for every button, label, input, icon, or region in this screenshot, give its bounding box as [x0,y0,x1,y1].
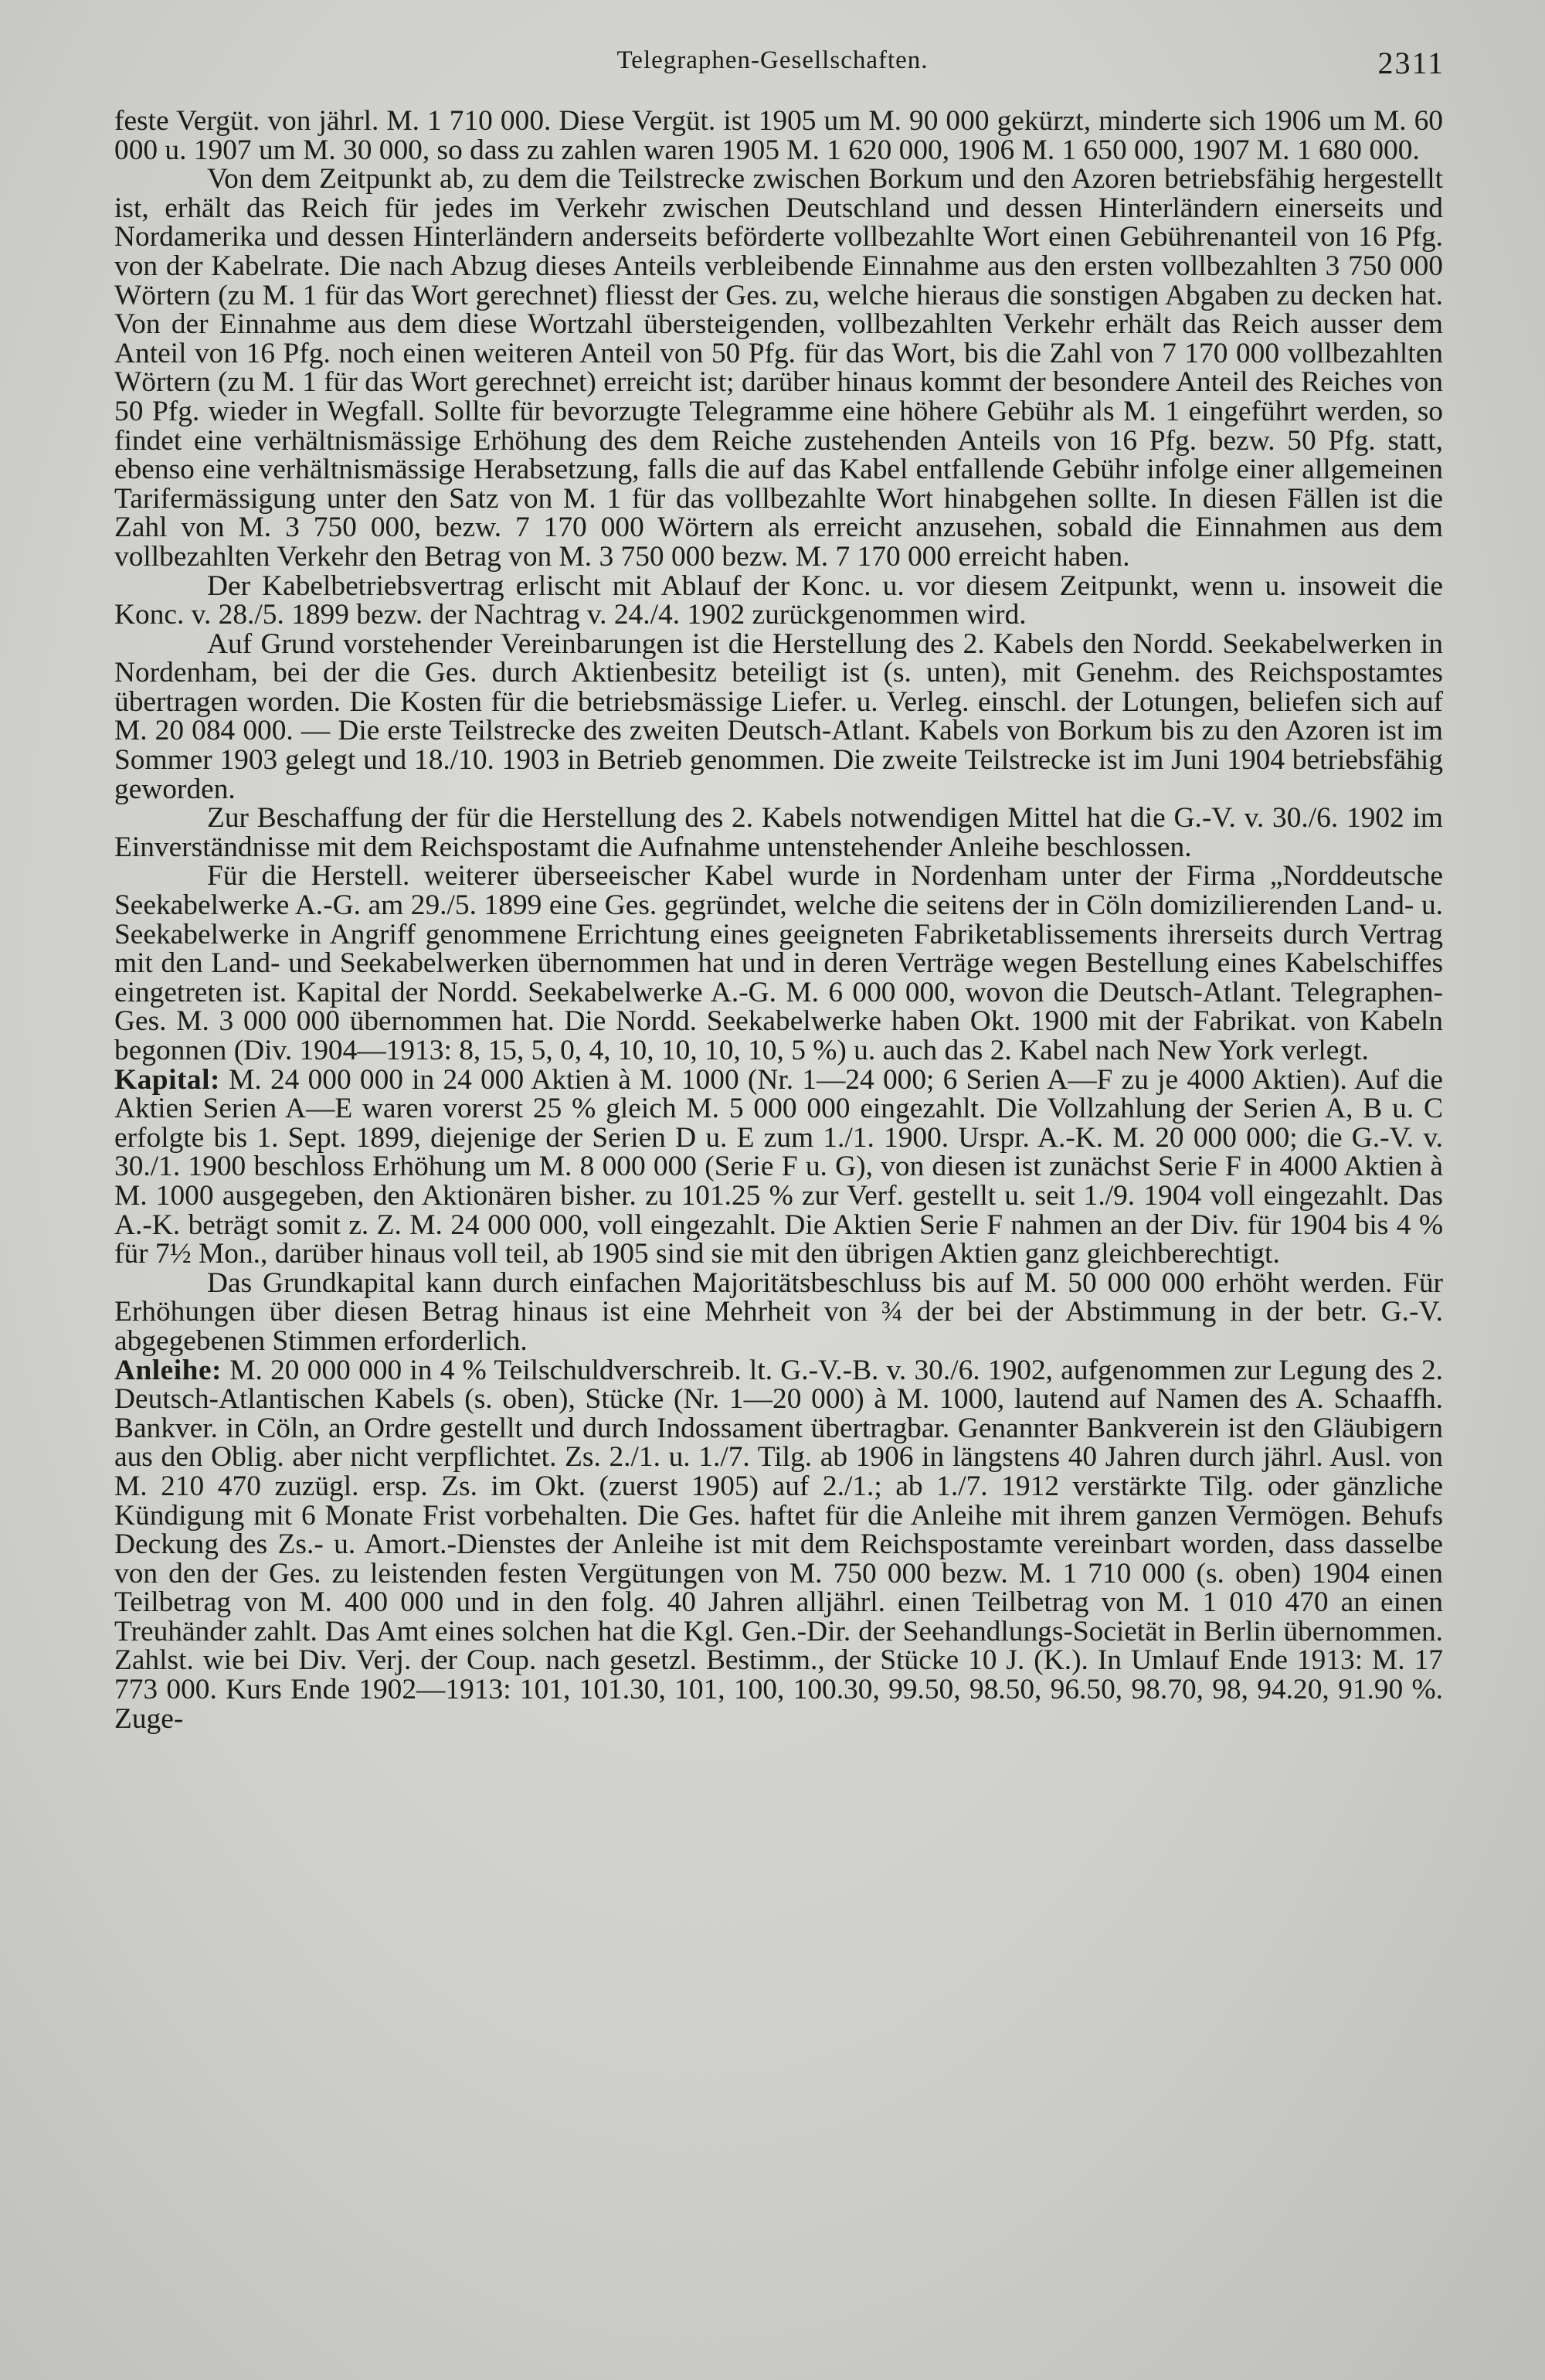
paragraph-second-cable: Auf Grund vorstehender Vereinbarungen ist die Herstellung des 2. Kabels den Nordd. Seekabelwerken in Nordenham, bei der die Ges. durch Aktienbesitz beteiligt ist (s. unten), mit Genehm. des Reichspostamtes übertragen worden. Die Kosten für die betriebsmässige Liefer. u. Verleg. einschl. der Lotungen, beliefen sich auf M. 20 084 000. — Die erste Teilstrecke des zweiten Deutsch-Atlant. Kabels von Borkum bis zu den Azoren ist im Sommer 1903 gelegt und 18./10. 1903 in Betrieb genommen. Die zweite Teilstrecke ist im Juni 1904 betriebsfähig geworden. [114,627,1443,805]
paragraph-financing: Zur Beschaffung der für die Herstellung des 2. Kabels notwendigen Mittel hat die G.-V. v. 30./6. 1902 im Einverständnisse mit dem Reichspostamt die Aufnahme untenstehender Anleihe beschlossen. [114,802,1443,863]
paragraph-fixed-payment: feste Vergüt. von jährl. M. 1 710 000. Diese Vergüt. ist 1905 um M. 90 000 gekürzt, minderte sich 1906 um M. 60 000 u. 1907 um M. 30 000, so dass zu zahlen waren 1905 M. 1 620 000, 1906 M. 1 650 000, 1907 M. 1 680 000. [114,105,1443,166]
paragraph-seekabelwerke: Für die Herstell. weiterer überseeischer Kabel wurde in Nordenham unter der Firma „Norddeutsche Seekabelwerke A.-G. am 29./5. 1899 eine Ges. gegründet, welche die seitens der in Cöln domizilierenden Land- u. Seekabelwerke in Angriff genommene Errichtung eines geeigneten Fabriketablissements ihrerseits durch Vertrag mit den Land- und Seekabelwerken übernommen hat und in deren Verträge wegen Bestellung eines Kabelschiffes eingetreten ist. Kapital der Nordd. Seekabelwerke A.-G. M. 6 000 000, wovon die Deutsch-Atlant. Telegraphen-Ges. M. 3 000 000 übernommen hat. Die Nordd. Seekabelwerke haben Okt. 1900 mit der Fabrikat. von Kabeln begonnen (Div. 1904—1913: 8, 15, 5, 0, 4, 10, 10, 10, 10, 5 %) u. auch das 2. Kabel nach New York verlegt. [114,860,1443,1066]
anleihe-text: M. 20 000 000 in 4 % Teilschuldverschreib. lt. G.-V.-B. v. 30./6. 1902, aufgenommen zur Legung des 2. Deutsch-Atlantischen Kabels (s. oben), Stücke (Nr. 1—20 000) à M. 1000, lautend auf Namen des A. Schaaffh. Bankver. in Cöln, an Ordre gestellt und durch Indossament übertragbar. Genannter Bankverein ist den Gläubigern aus den Oblig. aber nicht verpflichtet. Zs. 2./1. u. 1./7. Tilg. ab 1906 in längstens 40 Jahren durch jährl. Ausl. von M. 210 470 zuzügl. ersp. Zs. im Okt. (zuerst 1905) auf 2./1.; ab 1./7. 1912 verstärkte Tilg. oder gänzliche Kündigung mit 6 Monate Frist vorbehalten. Die Ges. haftet für die Anleihe mit ihrem ganzen Vermögen. Behufs Deckung des Zs.- u. Amort.-Dienstes der Anleihe ist mit dem Reichspostamte vereinbart worden, dass dasselbe von den der Ges. zu leistenden festen Vergütungen von M. 750 000 bezw. M. 1 710 000 (s. oben) 1904 einen Teilbetrag von M. 400 000 und in den folg. 40 Jahren alljährl. einen Teilbetrag von M. 1 010 470 an einen Treuhänder zahlt. Das Amt eines solchen hat die Kgl. Gen.-Dir. der Seehandlungs-Societät in Berlin übernommen. Zahlst. wie bei Div. Verj. der Coup. nach gesetzl. Bestimm., der Stücke 10 J. (K.). In Umlauf Ende 1913: M. 17 773 000. Kurs Ende 1902—1913: 101, 101.30, 101, 100, 100.30, 99.50, 98.50, 96.50, 98.70, 98, 94.20, 91.90 %. Zuge- [114,1354,1443,1735]
anleihe-label: Anleihe: [114,1354,222,1386]
anleihe-section [114,1356,1443,1734]
kapital-text: M. 24 000 000 in 24 000 Aktien à M. 1000 (Nr. 1—24 000; 6 Serien A—F zu je 4000 Aktien). Auf die Aktien Serien A—E waren vorerst 25 % gleich M. 5 000 000 eingezahlt. Die Vollzahlung der Serien A, B u. C erfolgte bis 1. Sept. 1899, diejenige der Serien D u. E zum 1./1. 1900. Urspr. A.-K. M. 20 000 000; die G.-V. v. 30./1. 1900 beschloss Erhöhung um M. 8 000 000 (Serie F u. G), von diesen ist zunächst Serie F in 4000 Aktien à M. 1000 ausgegeben, den Aktionären bisher. zu 101.25 % zur Verf. gestellt u. seit 1./9. 1904 voll eingezahlt. Das A.-K. beträgt somit z. Z. M. 24 000 000, voll eingezahlt. Die Aktien Serie F nahmen an der Div. für 1904 bis 4 % für 7½ Mon., darüber hinaus voll teil, ab 1905 sind sie mit den übrigen Aktien ganz gleichberechtigt. [114,1063,1443,1270]
paragraph-contract-expiry: Der Kabelbetriebsvertrag erlischt mit Ablauf der Konc. u. vor diesem Zeitpunkt, wenn u. insoweit die Konc. v. 28./5. 1899 bezw. der Nachtrag v. 24./4. 1902 zurückgenommen wird. [114,570,1443,631]
kapital-section [114,1063,1443,1270]
paragraph-revenue-share: Von dem Zeitpunkt ab, zu dem die Teilstrecke zwischen Borkum und den Azoren betriebsfähig hergestellt ist, erhält das Reich für jedes im Verkehr zwischen Deutschland und dessen Hinterländern einerseits und Nordamerika und dessen Hinterländern anderseits beförderte vollbezahlte Wort einen Gebührenanteil von 16 Pfg. von der Kabelrate. Die nach Abzug dieses Anteils verbleibende Einnahme aus den ersten vollbezahlten 3 750 000 Wörtern (zu M. 1 für das Wort gerechnet) fliesst der Ges. zu, welche hieraus die sonstigen Abgaben zu decken hat. Von der Einnahme aus dem diese Wortzahl übersteigenden, vollbezahlten Verkehr erhält das Reich ausser dem Anteil von 16 Pfg. noch einen weiteren Anteil von 50 Pfg. für das Wort, bis die Zahl von 7 170 000 vollbezahlten Wörtern (zu M. 1 für das Wort gerechnet) erreicht ist; darüber hinaus kommt der besondere Anteil des Reiches von 50 Pfg. wieder in Wegfall. Sollte für bevorzugte Telegramme eine höhere Gebühr als M. 1 eingeführt werden, so findet eine verhältnismässige Erhöhung des dem Reiche zustehenden Anteils von 16 Pfg. bezw. 50 Pfg. statt, ebenso eine verhältnismässige Herabsetzung, falls die auf das Kabel entfallende Gebühr infolge einer allgemeinen Tarifermässigung unter den Satz von M. 1 für das vollbezahlte Wort hinabgehen sollte. In diesen Fällen ist die Zahl von M. 3 750 000, bezw. 7 170 000 Wörtern als erreicht anzusehen, sobald die Einnahmen aus dem vollbezahlten Verkehr den Betrag von M. 3 750 000 bezw. M. 7 170 000 erreicht haben. [114,163,1443,573]
kapital-label: Kapital: [114,1063,220,1096]
running-title: Telegraphen-Gesellschaften. [616,46,929,74]
page-number: 2311 [1377,46,1445,80]
body-text [114,107,1443,1733]
kapital-note: Das Grundkapital kann durch einfachen Majoritätsbeschluss bis auf M. 50 000 000 erhöht werden. Für Erhöhungen über diesen Betrag hinaus ist eine Mehrheit von ¾ der bei der Abstimmung in der betr. G.-V. abgegebenen Stimmen erforderlich. [114,1266,1443,1357]
